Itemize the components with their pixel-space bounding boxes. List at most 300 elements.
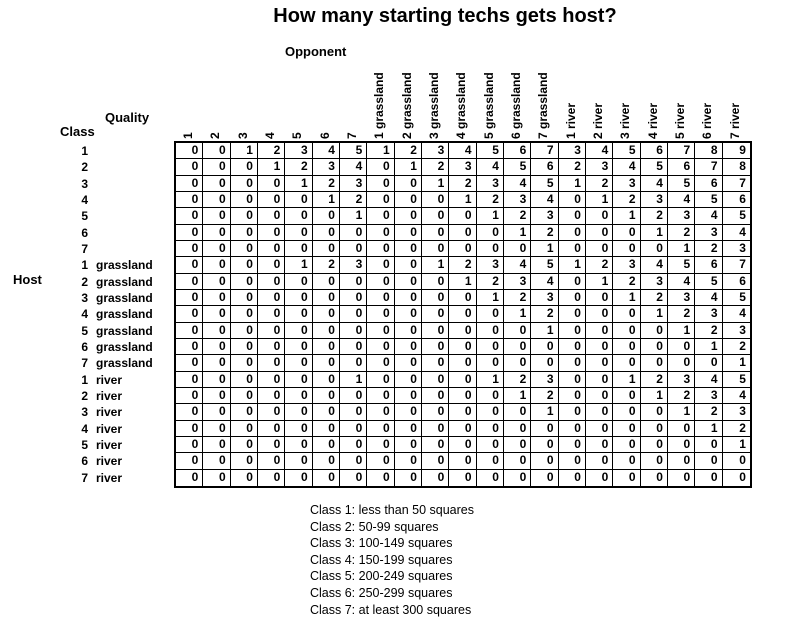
matrix-cell-r3-c20: 6 xyxy=(695,176,722,192)
matrix-cell-r7-c8: 0 xyxy=(367,241,394,257)
matrix-cell-r4-c12: 2 xyxy=(477,192,504,208)
matrix-cell-r4-c19: 4 xyxy=(668,192,695,208)
matrix-cell-r2-c21: 8 xyxy=(723,159,750,175)
matrix-cell-r3-c2: 0 xyxy=(203,176,230,192)
row-class-number: 6 xyxy=(81,225,88,240)
matrix-cell-r19-c3: 0 xyxy=(231,437,258,453)
matrix-cell-r10-c16: 0 xyxy=(586,290,613,306)
matrix-cell-r11-c19: 2 xyxy=(668,306,695,322)
matrix-cell-r8-c19: 5 xyxy=(668,257,695,273)
matrix-cell-r5-c20: 4 xyxy=(695,208,722,224)
row-quality: grassland xyxy=(96,307,153,322)
matrix-cell-r12-c14: 1 xyxy=(531,323,558,339)
matrix-cell-r13-c15: 0 xyxy=(559,339,586,355)
matrix-cell-r8-c6: 2 xyxy=(313,257,340,273)
row-class-number: 2 xyxy=(81,160,88,175)
matrix-cell-r1-c2: 0 xyxy=(203,143,230,159)
matrix-cell-r6-c5: 0 xyxy=(285,225,312,241)
matrix-cell-r14-c7: 0 xyxy=(340,355,367,371)
matrix-cell-r4-c2: 0 xyxy=(203,192,230,208)
matrix-cell-r7-c12: 0 xyxy=(477,241,504,257)
matrix-cell-r2-c5: 2 xyxy=(285,159,312,175)
row-label-2-river xyxy=(38,388,170,404)
matrix-cell-r16-c13: 1 xyxy=(504,388,531,404)
matrix-cell-r4-c17: 2 xyxy=(613,192,640,208)
row-quality: grassland xyxy=(96,356,153,371)
matrix-cell-r1-c3: 1 xyxy=(231,143,258,159)
matrix-cell-r17-c15: 0 xyxy=(559,404,586,420)
matrix-cell-r17-c19: 1 xyxy=(668,404,695,420)
col-header-6-river: 6 river xyxy=(700,102,715,139)
row-quality: river xyxy=(96,421,123,436)
col-header-6-grassland: 6 grassland xyxy=(508,72,523,139)
matrix-cell-r6-c13: 1 xyxy=(504,225,531,241)
matrix-cell-r15-c1: 0 xyxy=(176,372,203,388)
matrix-cell-r6-c16: 0 xyxy=(586,225,613,241)
matrix-cell-r2-c11: 3 xyxy=(449,159,476,175)
matrix-cell-r11-c3: 0 xyxy=(231,306,258,322)
matrix-cell-r7-c5: 0 xyxy=(285,241,312,257)
matrix-cell-r6-c10: 0 xyxy=(422,225,449,241)
matrix-cell-r20-c18: 0 xyxy=(641,453,668,469)
matrix-cell-r7-c1: 0 xyxy=(176,241,203,257)
matrix-cell-r9-c16: 1 xyxy=(586,274,613,290)
matrix-cell-r6-c18: 1 xyxy=(641,225,668,241)
matrix-cell-r5-c17: 1 xyxy=(613,208,640,224)
matrix-cell-r13-c14: 0 xyxy=(531,339,558,355)
matrix-cell-r6-c15: 0 xyxy=(559,225,586,241)
matrix-cell-r6-c20: 3 xyxy=(695,225,722,241)
tech-matrix-grid xyxy=(174,141,752,488)
matrix-cell-r6-c2: 0 xyxy=(203,225,230,241)
matrix-cell-r10-c3: 0 xyxy=(231,290,258,306)
matrix-cell-r17-c2: 0 xyxy=(203,404,230,420)
matrix-cell-r14-c1: 0 xyxy=(176,355,203,371)
matrix-cell-r18-c17: 0 xyxy=(613,421,640,437)
matrix-cell-r9-c15: 0 xyxy=(559,274,586,290)
matrix-cell-r17-c4: 0 xyxy=(258,404,285,420)
matrix-cell-r11-c14: 2 xyxy=(531,306,558,322)
matrix-cell-r6-c11: 0 xyxy=(449,225,476,241)
matrix-cell-r21-c4: 0 xyxy=(258,470,285,486)
matrix-cell-r9-c3: 0 xyxy=(231,274,258,290)
matrix-cell-r7-c3: 0 xyxy=(231,241,258,257)
matrix-cell-r1-c21: 9 xyxy=(723,143,750,159)
matrix-cell-r8-c20: 6 xyxy=(695,257,722,273)
matrix-cell-r12-c2: 0 xyxy=(203,323,230,339)
matrix-cell-r15-c15: 0 xyxy=(559,372,586,388)
matrix-cell-r20-c11: 0 xyxy=(449,453,476,469)
matrix-cell-r21-c13: 0 xyxy=(504,470,531,486)
matrix-cell-r17-c3: 0 xyxy=(231,404,258,420)
matrix-cell-r2-c17: 4 xyxy=(613,159,640,175)
matrix-cell-r19-c17: 0 xyxy=(613,437,640,453)
matrix-cell-r4-c3: 0 xyxy=(231,192,258,208)
matrix-cell-r21-c9: 0 xyxy=(395,470,422,486)
matrix-cell-r3-c4: 0 xyxy=(258,176,285,192)
row-quality: grassland xyxy=(96,323,153,338)
matrix-cell-r4-c14: 4 xyxy=(531,192,558,208)
matrix-cell-r4-c15: 0 xyxy=(559,192,586,208)
matrix-cell-r19-c12: 0 xyxy=(477,437,504,453)
matrix-cell-r16-c9: 0 xyxy=(395,388,422,404)
row-label-7-river xyxy=(38,470,170,486)
matrix-cell-r8-c15: 1 xyxy=(559,257,586,273)
matrix-cell-r6-c19: 2 xyxy=(668,225,695,241)
matrix-cell-r17-c20: 2 xyxy=(695,404,722,420)
matrix-cell-r19-c15: 0 xyxy=(559,437,586,453)
row-label-4-grassland xyxy=(38,306,170,322)
matrix-cell-r13-c11: 0 xyxy=(449,339,476,355)
matrix-cell-r12-c16: 0 xyxy=(586,323,613,339)
matrix-cell-r15-c13: 2 xyxy=(504,372,531,388)
matrix-cell-r16-c7: 0 xyxy=(340,388,367,404)
matrix-cell-r18-c11: 0 xyxy=(449,421,476,437)
col-header-2-river: 2 river xyxy=(590,102,605,139)
matrix-cell-r20-c21: 0 xyxy=(723,453,750,469)
matrix-cell-r19-c2: 0 xyxy=(203,437,230,453)
matrix-cell-r19-c6: 0 xyxy=(313,437,340,453)
matrix-cell-r19-c14: 0 xyxy=(531,437,558,453)
matrix-cell-r20-c16: 0 xyxy=(586,453,613,469)
matrix-cell-r20-c19: 0 xyxy=(668,453,695,469)
matrix-cell-r1-c6: 4 xyxy=(313,143,340,159)
matrix-cell-r13-c3: 0 xyxy=(231,339,258,355)
matrix-cell-r2-c7: 4 xyxy=(340,159,367,175)
matrix-cell-r4-c20: 5 xyxy=(695,192,722,208)
matrix-cell-r10-c6: 0 xyxy=(313,290,340,306)
matrix-cell-r8-c14: 5 xyxy=(531,257,558,273)
col-header-7-river: 7 river xyxy=(727,102,742,139)
matrix-cell-r12-c17: 0 xyxy=(613,323,640,339)
row-label-3-river xyxy=(38,404,170,420)
matrix-cell-r8-c9: 0 xyxy=(395,257,422,273)
row-quality: river xyxy=(96,388,123,403)
matrix-cell-r14-c16: 0 xyxy=(586,355,613,371)
legend-line-class-7: Class 7: at least 300 squares xyxy=(310,602,472,617)
matrix-cell-r12-c9: 0 xyxy=(395,323,422,339)
matrix-cell-r13-c19: 0 xyxy=(668,339,695,355)
matrix-cell-r4-c6: 1 xyxy=(313,192,340,208)
matrix-cell-r20-c14: 0 xyxy=(531,453,558,469)
col-header-2-grassland: 2 grassland xyxy=(399,72,414,139)
matrix-cell-r9-c13: 3 xyxy=(504,274,531,290)
matrix-cell-r19-c21: 1 xyxy=(723,437,750,453)
matrix-cell-r11-c6: 0 xyxy=(313,306,340,322)
matrix-cell-r10-c17: 1 xyxy=(613,290,640,306)
matrix-cell-r21-c21: 0 xyxy=(739,469,746,484)
matrix-cell-r4-c11: 1 xyxy=(449,192,476,208)
matrix-cell-r18-c19: 0 xyxy=(668,421,695,437)
matrix-cell-r16-c16: 0 xyxy=(586,388,613,404)
matrix-cell-r14-c15: 0 xyxy=(559,355,586,371)
class-column-label: Class xyxy=(60,124,95,139)
matrix-cell-r7-c17: 0 xyxy=(613,241,640,257)
matrix-cell-r5-c13: 2 xyxy=(504,208,531,224)
matrix-cell-r3-c17: 3 xyxy=(613,176,640,192)
matrix-cell-r11-c9: 0 xyxy=(395,306,422,322)
matrix-cell-r3-c16: 2 xyxy=(586,176,613,192)
matrix-cell-r10-c4: 0 xyxy=(258,290,285,306)
matrix-cell-r2-c6: 3 xyxy=(313,159,340,175)
matrix-cell-r5-c1: 0 xyxy=(176,208,203,224)
matrix-cell-r18-c21: 2 xyxy=(723,421,750,437)
matrix-cell-r18-c15: 0 xyxy=(559,421,586,437)
matrix-cell-r7-c15: 0 xyxy=(559,241,586,257)
matrix-cell-r5-c9: 0 xyxy=(395,208,422,224)
matrix-cell-r20-c1: 0 xyxy=(176,453,203,469)
matrix-cell-r15-c18: 2 xyxy=(641,372,668,388)
matrix-cell-r9-c6: 0 xyxy=(313,274,340,290)
matrix-cell-r16-c10: 0 xyxy=(422,388,449,404)
matrix-cell-r15-c8: 0 xyxy=(367,372,394,388)
row-label-1 xyxy=(38,143,170,159)
matrix-cell-r13-c16: 0 xyxy=(586,339,613,355)
matrix-cell-r3-c9: 0 xyxy=(395,176,422,192)
row-class-number: 4 xyxy=(81,307,88,322)
matrix-cell-r8-c11: 2 xyxy=(449,257,476,273)
matrix-cell-r12-c1: 0 xyxy=(176,323,203,339)
row-label-6 xyxy=(38,225,170,241)
matrix-cell-r15-c14: 3 xyxy=(531,372,558,388)
matrix-cell-r17-c6: 0 xyxy=(313,404,340,420)
matrix-cell-r21-c18: 0 xyxy=(641,470,668,486)
matrix-cell-r11-c1: 0 xyxy=(176,306,203,322)
row-quality: river xyxy=(96,372,123,387)
matrix-cell-r15-c6: 0 xyxy=(313,372,340,388)
matrix-cell-r17-c5: 0 xyxy=(285,404,312,420)
matrix-cell-r17-c9: 0 xyxy=(395,404,422,420)
matrix-cell-r17-c8: 0 xyxy=(367,404,394,420)
matrix-cell-r15-c16: 0 xyxy=(586,372,613,388)
row-label-7 xyxy=(38,241,170,257)
row-label-2-grassland xyxy=(38,274,170,290)
row-label-2 xyxy=(38,159,170,175)
col-header-1-grassland: 1 grassland xyxy=(372,72,387,139)
matrix-cell-r21-c15: 0 xyxy=(559,470,586,486)
matrix-cell-r10-c20: 4 xyxy=(695,290,722,306)
matrix-cell-r7-c20: 2 xyxy=(695,241,722,257)
matrix-cell-r7-c13: 0 xyxy=(504,241,531,257)
matrix-cell-r15-c11: 0 xyxy=(449,372,476,388)
matrix-cell-r17-c16: 0 xyxy=(586,404,613,420)
matrix-cell-r9-c17: 2 xyxy=(613,274,640,290)
matrix-cell-r5-c5: 0 xyxy=(285,208,312,224)
matrix-cell-r11-c13: 1 xyxy=(504,306,531,322)
matrix-cell-r19-c11: 0 xyxy=(449,437,476,453)
row-class-number: 3 xyxy=(81,405,88,420)
matrix-cell-r2-c3: 0 xyxy=(231,159,258,175)
col-header-4-grassland: 4 grassland xyxy=(454,72,469,139)
row-quality: grassland xyxy=(96,339,153,354)
matrix-cell-r14-c2: 0 xyxy=(203,355,230,371)
matrix-cell-r12-c13: 0 xyxy=(504,323,531,339)
matrix-cell-r14-c9: 0 xyxy=(395,355,422,371)
matrix-cell-r14-c19: 0 xyxy=(668,355,695,371)
opponent-axis-label: Opponent xyxy=(285,44,347,59)
matrix-cell-r14-c21: 1 xyxy=(723,355,750,371)
matrix-cell-r13-c2: 0 xyxy=(203,339,230,355)
matrix-cell-r8-c1: 0 xyxy=(176,257,203,273)
row-class-number: 6 xyxy=(81,339,88,354)
col-header-6: 6 xyxy=(317,132,332,139)
col-header-3-grassland: 3 grassland xyxy=(426,72,441,139)
matrix-cell-r5-c10: 0 xyxy=(422,208,449,224)
matrix-cell-r15-c4: 0 xyxy=(258,372,285,388)
matrix-cell-r8-c13: 4 xyxy=(504,257,531,273)
matrix-cell-r18-c9: 0 xyxy=(395,421,422,437)
matrix-cell-r17-c1: 0 xyxy=(176,404,203,420)
row-class-number: 2 xyxy=(81,274,88,289)
matrix-cell-r5-c8: 0 xyxy=(367,208,394,224)
matrix-cell-r14-c3: 0 xyxy=(231,355,258,371)
matrix-cell-r15-c21: 5 xyxy=(723,372,750,388)
matrix-cell-r13-c17: 0 xyxy=(613,339,640,355)
matrix-cell-r7-c11: 0 xyxy=(449,241,476,257)
matrix-cell-r21-c10: 0 xyxy=(422,470,449,486)
matrix-cell-r6-c14: 2 xyxy=(531,225,558,241)
matrix-cell-r9-c4: 0 xyxy=(258,274,285,290)
matrix-cell-r21-c5: 0 xyxy=(285,470,312,486)
matrix-cell-r16-c6: 0 xyxy=(313,388,340,404)
matrix-cell-r19-c18: 0 xyxy=(641,437,668,453)
row-class-number: 5 xyxy=(81,323,88,338)
matrix-cell-r3-c7: 3 xyxy=(340,176,367,192)
matrix-cell-r2-c18: 5 xyxy=(641,159,668,175)
matrix-cell-r8-c8: 0 xyxy=(367,257,394,273)
matrix-cell-r4-c9: 0 xyxy=(395,192,422,208)
matrix-cell-r8-c16: 2 xyxy=(586,257,613,273)
matrix-cell-r19-c1: 0 xyxy=(176,437,203,453)
legend-line-class-5: Class 5: 200-249 squares xyxy=(310,569,453,584)
matrix-cell-r19-c19: 0 xyxy=(668,437,695,453)
matrix-cell-r18-c7: 0 xyxy=(340,421,367,437)
matrix-cell-r5-c7: 1 xyxy=(340,208,367,224)
row-label-5-grassland xyxy=(38,323,170,339)
matrix-cell-r5-c6: 0 xyxy=(313,208,340,224)
col-header-4-river: 4 river xyxy=(645,102,660,139)
matrix-cell-r13-c18: 0 xyxy=(641,339,668,355)
matrix-cell-r5-c11: 0 xyxy=(449,208,476,224)
matrix-cell-r3-c11: 2 xyxy=(449,176,476,192)
matrix-cell-r15-c3: 0 xyxy=(231,372,258,388)
matrix-cell-r18-c18: 0 xyxy=(641,421,668,437)
matrix-cell-r7-c18: 0 xyxy=(641,241,668,257)
matrix-cell-r2-c10: 2 xyxy=(422,159,449,175)
matrix-cell-r20-c5: 0 xyxy=(285,453,312,469)
matrix-cell-r12-c10: 0 xyxy=(422,323,449,339)
matrix-cell-r17-c12: 0 xyxy=(477,404,504,420)
matrix-cell-r16-c2: 0 xyxy=(203,388,230,404)
matrix-cell-r15-c12: 1 xyxy=(477,372,504,388)
matrix-cell-r6-c6: 0 xyxy=(313,225,340,241)
row-class-number: 3 xyxy=(81,176,88,191)
matrix-cell-r21-c16: 0 xyxy=(586,470,613,486)
matrix-cell-r3-c14: 5 xyxy=(531,176,558,192)
matrix-cell-r3-c18: 4 xyxy=(641,176,668,192)
row-label-3 xyxy=(38,176,170,192)
matrix-cell-r6-c3: 0 xyxy=(231,225,258,241)
row-label-6-river xyxy=(38,453,170,469)
matrix-cell-r21-c20: 0 xyxy=(695,470,722,486)
matrix-cell-r12-c15: 0 xyxy=(559,323,586,339)
matrix-cell-r13-c8: 0 xyxy=(367,339,394,355)
matrix-cell-r13-c6: 0 xyxy=(313,339,340,355)
matrix-cell-r1-c15: 3 xyxy=(559,143,586,159)
host-axis-label: Host xyxy=(13,272,42,287)
matrix-cell-r18-c5: 0 xyxy=(285,421,312,437)
matrix-cell-r9-c9: 0 xyxy=(395,274,422,290)
matrix-cell-r19-c4: 0 xyxy=(258,437,285,453)
matrix-cell-r7-c9: 0 xyxy=(395,241,422,257)
matrix-cell-r5-c14: 3 xyxy=(531,208,558,224)
matrix-cell-r12-c21: 3 xyxy=(723,323,750,339)
matrix-cell-r12-c3: 0 xyxy=(231,323,258,339)
matrix-cell-r16-c18: 1 xyxy=(641,388,668,404)
col-header-4: 4 xyxy=(262,132,277,139)
matrix-cell-r6-c1: 0 xyxy=(176,225,203,241)
matrix-cell-r15-c9: 0 xyxy=(395,372,422,388)
matrix-cell-r3-c10: 1 xyxy=(422,176,449,192)
matrix-cell-r11-c5: 0 xyxy=(285,306,312,322)
matrix-cell-r11-c17: 0 xyxy=(613,306,640,322)
matrix-cell-r20-c8: 0 xyxy=(367,453,394,469)
matrix-cell-r18-c16: 0 xyxy=(586,421,613,437)
row-class-number: 5 xyxy=(81,437,88,452)
matrix-cell-r16-c1: 0 xyxy=(176,388,203,404)
matrix-cell-r8-c2: 0 xyxy=(203,257,230,273)
matrix-cell-r14-c12: 0 xyxy=(477,355,504,371)
row-class-number: 2 xyxy=(81,388,88,403)
matrix-cell-r17-c7: 0 xyxy=(340,404,367,420)
matrix-cell-r7-c6: 0 xyxy=(313,241,340,257)
matrix-cell-r11-c11: 0 xyxy=(449,306,476,322)
matrix-cell-r11-c15: 0 xyxy=(559,306,586,322)
row-quality: river xyxy=(96,454,123,469)
matrix-cell-r21-c3: 0 xyxy=(231,470,258,486)
matrix-cell-r19-c16: 0 xyxy=(586,437,613,453)
matrix-cell-r1-c9: 2 xyxy=(395,143,422,159)
matrix-cell-r20-c15: 0 xyxy=(559,453,586,469)
matrix-cell-r7-c10: 0 xyxy=(422,241,449,257)
matrix-cell-r8-c10: 1 xyxy=(422,257,449,273)
matrix-cell-r1-c8: 1 xyxy=(367,143,394,159)
matrix-cell-r17-c21: 3 xyxy=(723,404,750,420)
matrix-cell-r19-c8: 0 xyxy=(367,437,394,453)
matrix-cell-r19-c7: 0 xyxy=(340,437,367,453)
matrix-cell-r17-c13: 0 xyxy=(504,404,531,420)
matrix-cell-r7-c14: 1 xyxy=(531,241,558,257)
matrix-cell-r3-c1: 0 xyxy=(176,176,203,192)
row-class-number: 5 xyxy=(81,209,88,224)
matrix-cell-r20-c3: 0 xyxy=(231,453,258,469)
matrix-cell-r2-c2: 0 xyxy=(203,159,230,175)
matrix-cell-r15-c19: 3 xyxy=(668,372,695,388)
row-class-number: 7 xyxy=(81,241,88,256)
matrix-cell-r7-c4: 0 xyxy=(258,241,285,257)
matrix-cell-r18-c14: 0 xyxy=(531,421,558,437)
row-label-1-grassland xyxy=(38,257,170,273)
matrix-cell-r10-c10: 0 xyxy=(422,290,449,306)
matrix-cell-r17-c10: 0 xyxy=(422,404,449,420)
matrix-cell-r2-c15: 2 xyxy=(559,159,586,175)
matrix-cell-r14-c17: 0 xyxy=(613,355,640,371)
col-header-3: 3 xyxy=(235,132,250,139)
matrix-cell-r3-c6: 2 xyxy=(313,176,340,192)
matrix-cell-r2-c12: 4 xyxy=(477,159,504,175)
legend-line-class-4: Class 4: 150-199 squares xyxy=(310,552,453,567)
matrix-cell-r18-c12: 0 xyxy=(477,421,504,437)
